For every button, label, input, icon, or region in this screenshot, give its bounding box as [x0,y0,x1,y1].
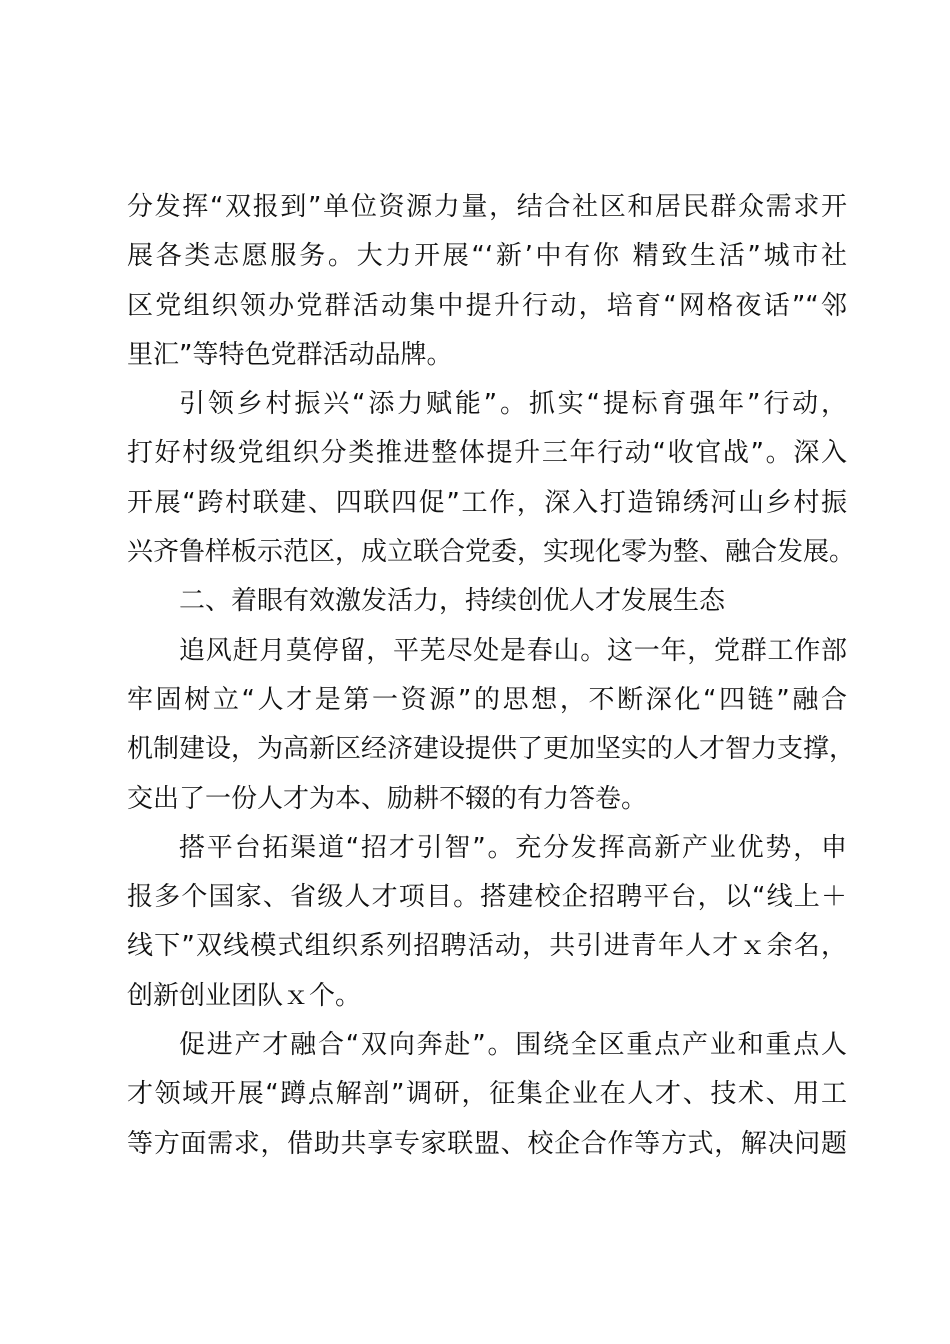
text-line: 才领域开展“蹲点解剖”调研，征集企业在人才、技术、用工 [127,1079,847,1110]
text-line: 牢固树立“人才是第一资源”的思想，不断深化“四链”融合 [127,684,847,715]
paragraph-talent-overview [127,627,856,824]
text-line: 交出了一份人才为本、励耕不辍的有力答卷。 [127,783,648,814]
paragraph-rural-revitalization [127,380,856,577]
text-line: 线下”双线模式组织系列招聘活动，共引进青年人才ｘ余名， [127,931,847,962]
text-line: 等方面需求，借助共享专家联盟、校企合作等方式，解决问题 [127,1128,847,1159]
text-line: 展各类志愿服务。大力开展“‘新’中有你 精致生活”城市社 [127,241,847,272]
text-line: 打好村级党组织分类推进整体提升三年行动“收官战”。深入 [127,438,847,469]
text-line: 创新创业团队ｘ个。 [127,980,362,1011]
text-line: 分发挥“双报到”单位资源力量，结合社区和居民群众需求开 [127,192,847,222]
document-body [127,183,856,1169]
paragraph-industry-talent [127,1021,847,1169]
text-line: 追风赶月莫停留，平芜尽处是春山。这一年，党群工作部 [179,635,847,666]
paragraph-community-volunteer [127,183,847,380]
text-line: 搭平台拓渠道“招才引智”。充分发挥高新产业优势，申 [179,832,847,863]
text-line: 里汇”等特色党群活动品牌。 [127,339,453,370]
section-heading-talent [127,577,847,626]
text-line: 区党组织领办党群活动集中提升行动，培育“网格夜话”“邻 [127,290,847,321]
section-heading: 二、着眼有效激发活力，持续创优人才发展生态 [179,586,726,617]
text-line: 兴齐鲁样板示范区，成立联合党委，实现化零为整、融合发展。 [127,537,856,568]
text-line: 机制建设，为高新区经济建设提供了更加坚实的人才智力支撑， [127,734,856,765]
paragraph-talent-recruitment [127,824,847,1021]
text-line: 报多个国家、省级人才项目。搭建校企招聘平台，以“线上＋ [127,882,847,913]
text-line: 促进产才融合“双向奔赴”。围绕全区重点产业和重点人 [179,1030,847,1061]
text-line: 引领乡村振兴“添力赋能”。抓实“提标育强年”行动， [179,389,847,420]
text-line: 开展“跨村联建、四联四促”工作，深入打造锦绣河山乡村振 [127,487,847,518]
